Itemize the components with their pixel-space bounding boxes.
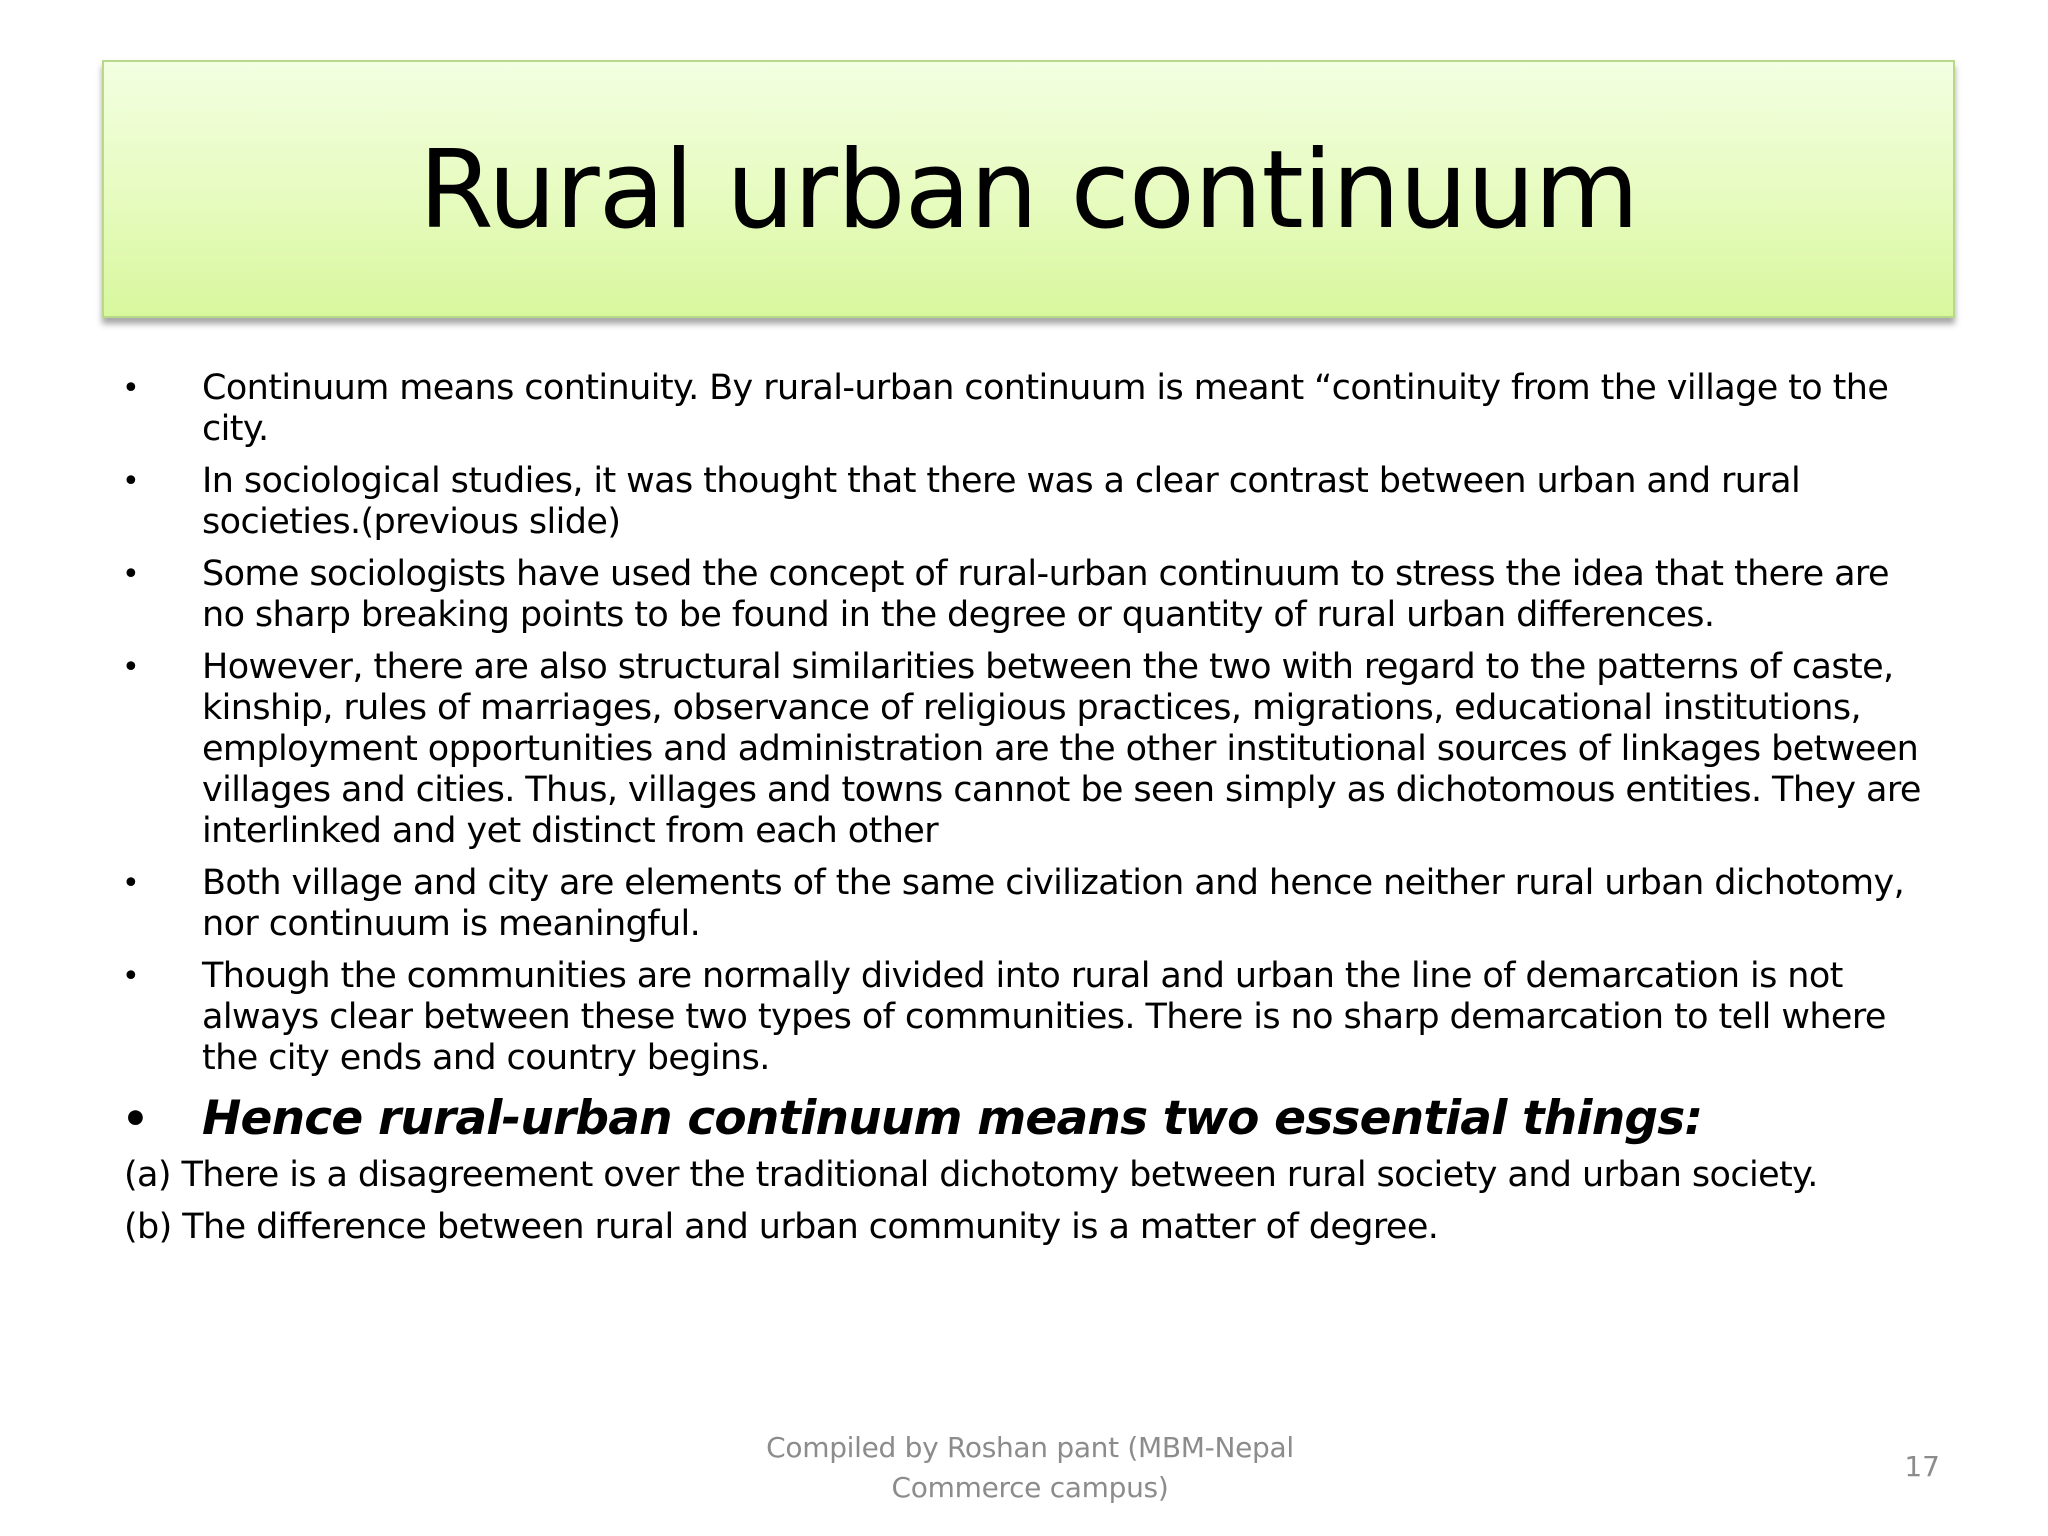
bullet-item [120,554,1940,636]
bullet-item [120,461,1940,543]
slide-title: Rural urban continuum [418,128,1639,253]
bullet-text: Both village and city are elements of the same civilization and hence neither rural urban dichotomy, nor continuum is meaningful. [202,863,1905,944]
emphasis-text: Hence rural-urban continuum means two essential things: [202,1091,1703,1146]
bullet-item [120,863,1940,945]
bullet-icon: • [122,959,140,994]
bullet-item [120,956,1940,1079]
point-a: (a) There is a disagreement over the traditional dichotomy between rural society and urban society. [124,1155,1818,1195]
bullet-text: Some sociologists have used the concept of rural-urban continuum to stress the idea that there are no sharp breaking points to be found in the degree or quantity of rural urban differences. [202,554,1889,635]
bullet-icon: • [122,557,140,592]
footer [690,1428,1370,1508]
bullet-icon: • [122,464,140,499]
bullet-text: In sociological studies, it was thought that there was a clear contrast between urban and rural societies.(previous slide) [202,461,1801,542]
footer-line-1: Compiled by Roshan pant (MBM-Nepal [766,1431,1294,1464]
bullet-text: Though the communities are normally divided into rural and urban the line of demarcation is not always clear between these two types of communities. There is no sharp demarcation to tell where the city ends and country begins. [202,956,1886,1078]
bullet-icon: • [122,371,140,406]
title-box [102,60,1955,318]
footer-line-2: Commerce campus) [891,1471,1169,1504]
point-b: (b) The difference between rural and urban community is a matter of degree. [124,1207,1439,1247]
bullet-icon: • [122,866,140,901]
bullet-list [120,368,1940,1148]
bullet-icon: • [122,1094,149,1143]
bullet-text: However, there are also structural similarities between the two with regard to the patterns of caste, kinship, rules of marriages, observance of religious practices, migrations, educational institutions, employment opportunities and administration are the other institutional sources of linkages between villages and cities. Thus, villages and towns cannot be seen simply as dichotomous entities. They are interlinked and yet distinct from each other [202,647,1921,851]
bullet-icon: • [122,650,140,685]
bullet-text: Continuum means continuity. By rural-urban continuum is meant “continuity from the village to the city. [202,368,1889,449]
slide-body [120,368,1940,1258]
page-number: 17 [1904,1450,1940,1483]
bullet-item [120,647,1940,852]
emphasis-bullet [120,1090,1940,1148]
bullet-item [120,368,1940,450]
